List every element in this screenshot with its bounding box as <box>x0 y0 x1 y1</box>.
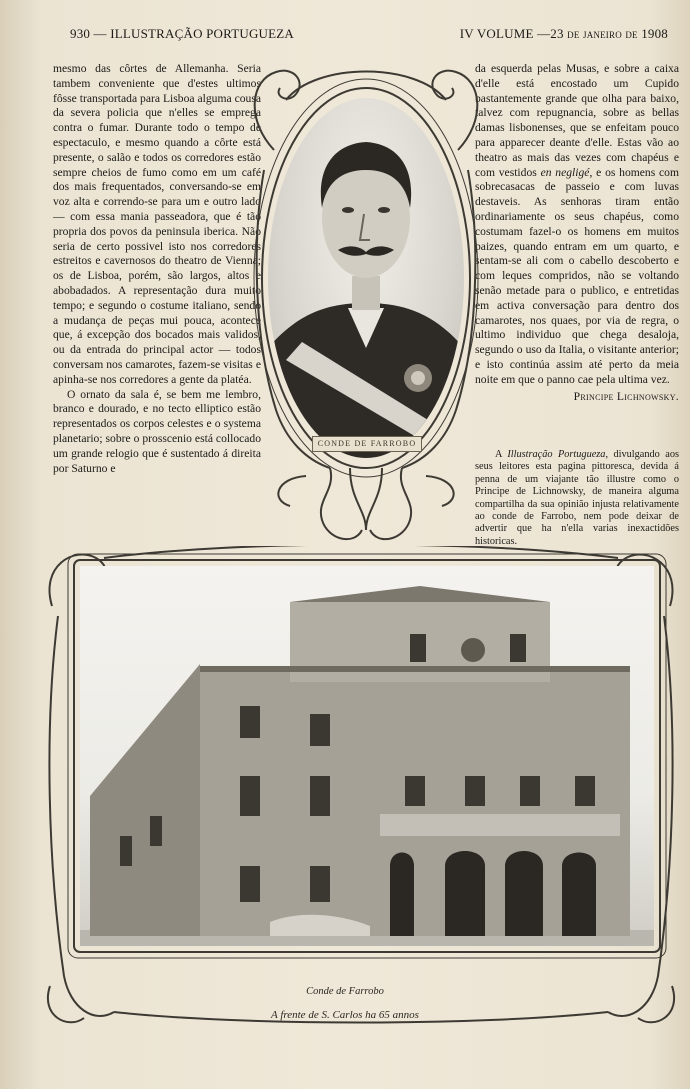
sao-carlos-theatre-facade <box>80 566 654 946</box>
author-signature: Principe Lichnowsky. <box>573 389 679 403</box>
left-paragraph-2: O ornato da sala é, se bem me lembro, branco e dourado, e no tecto elliptico estão representados os corpos celestes e o systema planetario; sobre o prosscenio está collocado um grande relogio que é sustentado á direita por Saturno e <box>53 387 261 475</box>
portrait-name-plate: CONDE DE FARROBO <box>312 436 422 452</box>
note-lead: A <box>495 449 508 460</box>
note-body: , divulgando aos seus leitores esta pagina pittoresca, devida á penna de um viajante tão illustre como o Principe de Lichnowsky, de maneira alguma compartilha da sua opinião injusta relativamente ao conde de Farrobo, nem pode deixar de advertir que ha n'ella varias inexactidões historicas. <box>475 449 679 547</box>
portrait-figure <box>246 60 486 550</box>
nobleman-portrait-illustration <box>268 98 464 458</box>
left-paragraph-1: mesmo das côrtes de Allemanha. Seria tambem conveniente que d'estes ultimos fôsse transportada para Lisboa alguma cousa da severa policia que n'elles se emprega contra o fumar. Durante todo o tempo de espectaculo, e mesmo quando a côrte está presente, o salão e todos os corredores estão sempre cheios de fumo como em um café dos mais frequentados, conversando-se em voz alta e correndo-se para um e outro lado — com essa mania passeadora, que é tão propria dos povos da peninsula iberica. Não seria de certo possivel isto nos corredores estreitos e cavernosos do theatro de Vienna; os de Lisboa, porém, são largos, altos e abobadados. A representação dura muito tempo; e segundo o costume italiano, sendo a mudança de peças mui pouca, acontece que, á excepção dos bocados mais validos, ou da entrada do principal actor — todos conversam nos camarotes, fazem-se visitas e apinha-se nos corredores a gente da platéa. <box>53 62 261 386</box>
note-publication: Illustração Portugueza <box>507 449 606 460</box>
right-text-after: , e os homens com sobrecasacas de passeio e com luvas destaveis. As senhoras tiram então ordinariamente os seus chapéus, como costumam fazel-o os homens em muitos paizes, quando entram em um quarto, e sentam-se ali com o cabello descoberto e com leques compridos, não se voltando senão metade para o publico, e entretidas em activa conversação para dentro dos camarotes, nos quaes, por via de regra, o ultimo individuo que chega desaloja, segundo o uso da Italia, o visitante anterior; e isto continúa assim até perto da meia noite em que o panno cae pela ultima vez. <box>475 165 680 386</box>
theatre-photograph <box>80 566 654 946</box>
portrait-engraving <box>268 98 464 458</box>
right-paragraph <box>475 62 679 388</box>
figure-caption-theatre: A frente de S. Carlos ha 65 annos <box>271 1009 419 1021</box>
page-header-left: 930 — ILLUSTRAÇÃO PORTUGUEZA <box>70 26 295 41</box>
left-text-column <box>53 62 261 476</box>
right-text-column <box>475 62 679 404</box>
figure-caption-portrait: Conde de Farrobo <box>306 986 384 997</box>
right-text-emphasis: en negligé <box>540 165 590 179</box>
right-text-before: da esquerda pelas Musas, e sobre a caixa d'elle está encostado um Cupido bastantemente grande que olha para baixo, talvez com repugnancia, sobre as bellas damas lisbonenses, que se enfeitam pouco para apparecer deante d'elle. Estas vão ao theatro as mais das vezes com chapéus e com vestidos <box>475 62 679 179</box>
page-header-right: IV VOLUME —23 de janeiro de 1908 <box>459 26 668 41</box>
theatre-figure <box>44 546 678 1030</box>
editor-note <box>475 449 679 548</box>
